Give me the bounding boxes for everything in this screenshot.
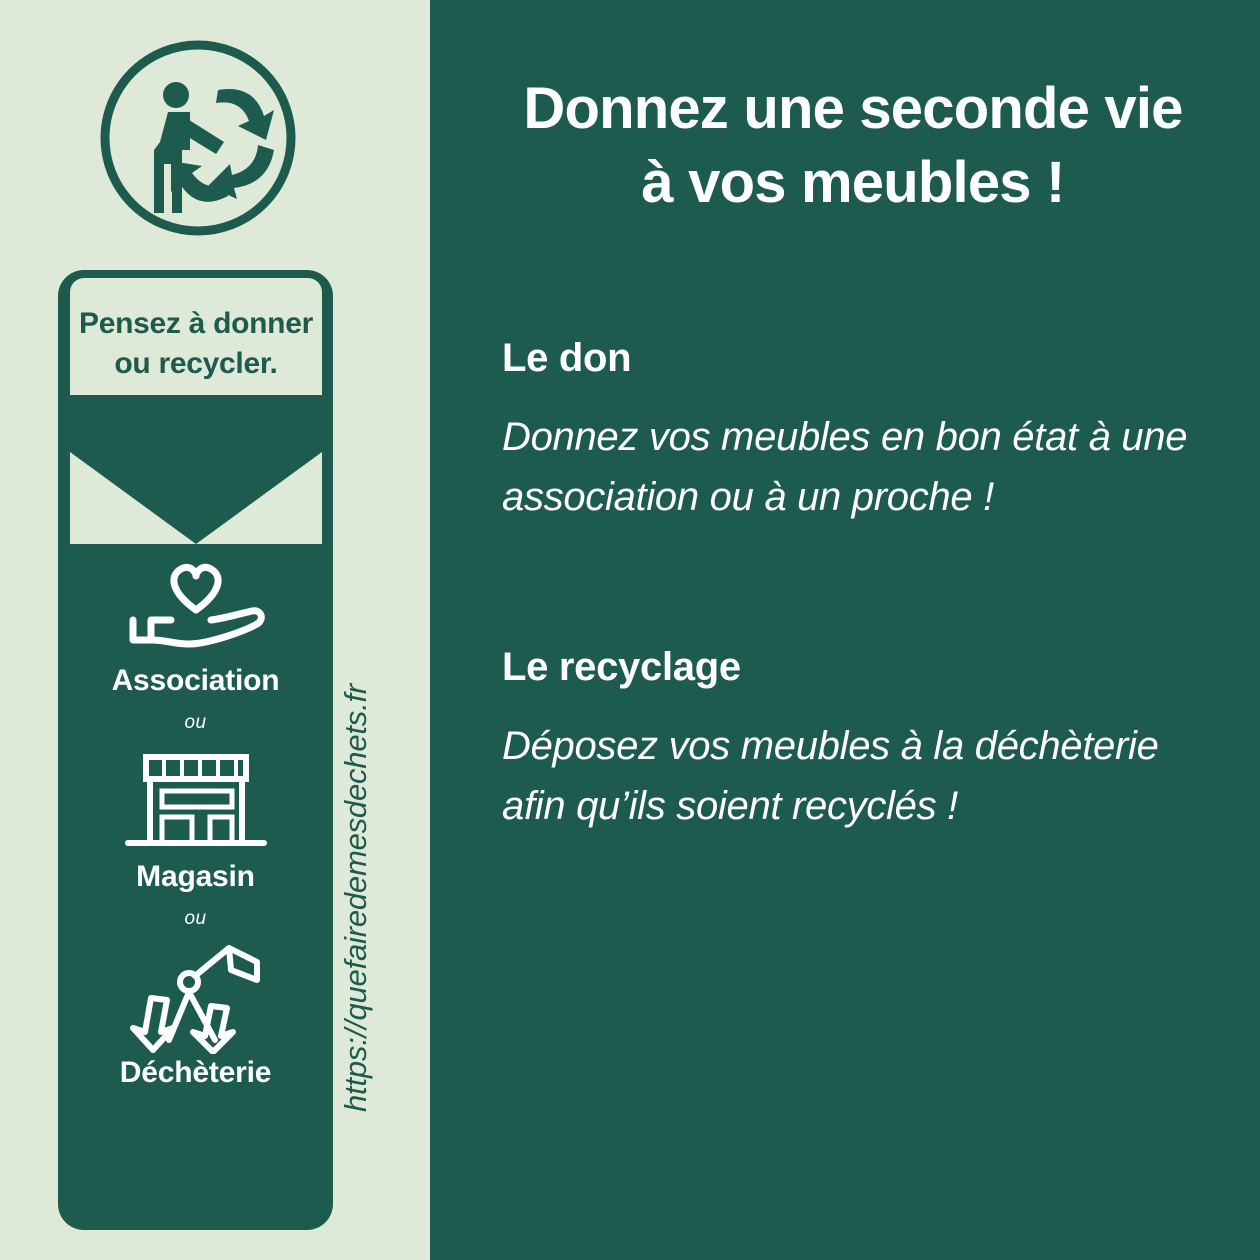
website-url[interactable]: https://quefairedemesdechets.fr: [338, 683, 373, 1112]
section-recyclage: [502, 645, 1204, 836]
section-title: Le recyclage: [502, 645, 741, 690]
option-decheterie: [58, 940, 333, 1090]
options-list: [58, 548, 333, 1090]
option-label: Magasin: [136, 860, 255, 893]
banner-notch: [70, 452, 322, 544]
option-label: Association: [111, 664, 280, 697]
section-don: [502, 336, 1204, 527]
advice-banner-text: Pensez à donner ou recycler.: [79, 307, 313, 380]
option-separator: ou: [184, 908, 207, 929]
section-body: Donnez vos meubles en bon état à une association ou à un proche !: [502, 415, 1188, 520]
left-panel: [0, 0, 430, 1260]
right-panel: [430, 0, 1260, 1260]
option-magasin: [58, 744, 333, 930]
section-body: Déposez vos meubles à la déchèterie afin qu’ils soient recyclés !: [502, 724, 1159, 829]
advice-banner: [70, 278, 322, 395]
hand-heart-icon: [58, 548, 333, 658]
option-separator: ou: [184, 712, 207, 733]
shop-icon: [58, 744, 333, 854]
option-label: Déchèterie: [119, 1056, 272, 1089]
headline-line-1: Donnez une seconde vie: [523, 76, 1183, 141]
recycling-person-icon: [98, 38, 298, 238]
option-association: [58, 548, 333, 734]
recycling-center-icon: [58, 940, 333, 1050]
page-title: [502, 72, 1204, 220]
section-title: Le don: [502, 336, 632, 381]
headline-line-2: à vos meubles !: [641, 150, 1065, 216]
